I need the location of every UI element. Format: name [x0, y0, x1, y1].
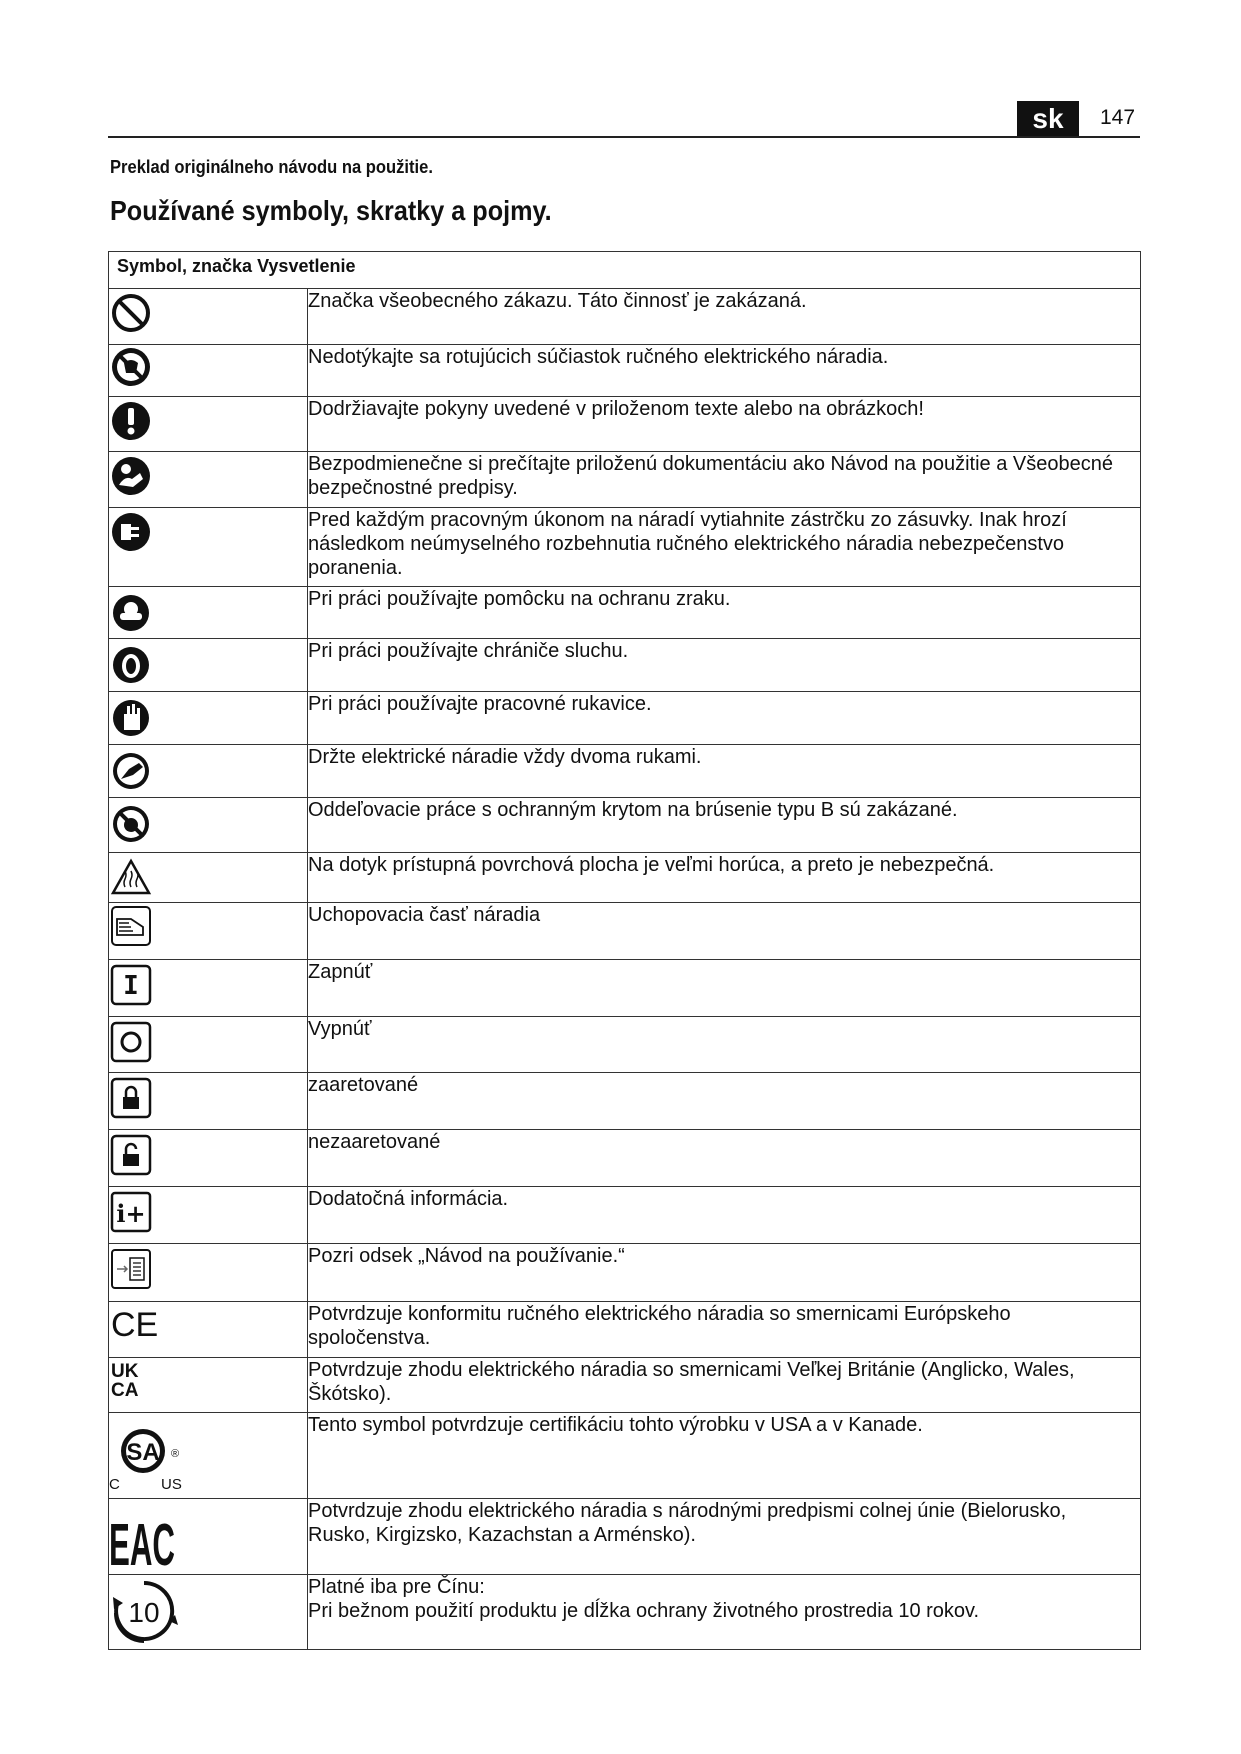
table-row [109, 692, 1141, 745]
row-text-line: Dodatočná informácia. [308, 1188, 509, 1210]
language-badge: sk [1017, 101, 1079, 137]
col-desc-header: Vysvetlenie [257, 256, 356, 276]
ca-glyph: CA [111, 1380, 139, 1401]
page-title: Používané symboly, skratky a pojmy. [110, 195, 552, 226]
col-symbol-header: Symbol, značka [117, 256, 253, 276]
ce-mark-icon [109, 1302, 307, 1346]
row-text-line: následkom neúmyselného rozbehnutia ručného elektrického náradia nebezpečenstvo [308, 533, 1065, 555]
grip-area-icon [109, 903, 307, 947]
uk-glyph: UK [111, 1361, 139, 1382]
table-row [109, 639, 1141, 692]
csa-registered-glyph: ® [171, 1448, 180, 1460]
row-text-line: Uchopovacia časť náradia [308, 904, 541, 926]
eye-protection-icon [109, 587, 307, 631]
row-text-line: Škótsko). [308, 1383, 392, 1405]
row-text-line: Potvrdzuje konformitu ručného elektrického náradia so smernicami Európskeho [308, 1303, 1011, 1325]
row-text-line: Dodržiavajte pokyny uvedené v priloženom texte alebo na obrázkoch! [308, 398, 924, 420]
row-text-line: Rusko, Kirgizsko, Kazachstan a Arménsko). [308, 1524, 696, 1546]
row-text-line: Pozri odsek „Návod na používanie.“ [308, 1245, 625, 1267]
mandatory-exclamation-icon [109, 397, 307, 441]
row-text-line: Na dotyk prístupná povrchová plocha je veľmi horúca, a preto je nebezpečná. [308, 854, 995, 876]
unplug-icon [109, 508, 307, 552]
row-text-line: spoločenstva. [308, 1327, 431, 1349]
locked-icon [109, 1073, 307, 1117]
table-row [109, 1244, 1141, 1302]
no-touch-rotating-icon [109, 345, 307, 389]
ce-glyph: CE [111, 1306, 159, 1344]
read-manual-icon [109, 452, 307, 496]
document-subtitle: Preklad originálneho návodu na použitie. [110, 157, 433, 177]
table-row [109, 798, 1141, 853]
ear-protection-icon [109, 639, 307, 683]
info-glyph: i+ [116, 1199, 146, 1228]
gloves-icon [109, 692, 307, 736]
table-row [109, 903, 1141, 960]
row-text-line: Držte elektrické náradie vždy dvoma rukami. [308, 746, 702, 768]
epup-glyph: 10 [128, 1597, 160, 1628]
table-row [109, 1413, 1141, 1499]
row-text-line: Zapnúť [308, 961, 373, 983]
table-row [109, 587, 1141, 639]
row-text-line: Pri práci používajte pomôcku na ochranu zraku. [308, 588, 731, 610]
power-off-icon [109, 1017, 307, 1061]
table-row [109, 452, 1141, 508]
row-text-line: Bezpodmienečne si prečítajte priloženú dokumentáciu ako Návod na použitie a Všeobecné [308, 453, 1113, 475]
table-header-row [109, 252, 1141, 289]
row-text-line: bezpečnostné predpisy. [308, 477, 518, 499]
table-row [109, 508, 1141, 587]
row-text-line: Platné iba pre Čínu: [308, 1576, 485, 1598]
csa-mark-icon [109, 1413, 307, 1493]
eac-glyph: EAC [109, 1512, 175, 1579]
row-text-line: Pri práci používajte pracovné rukavice. [308, 693, 652, 715]
table-row [109, 1130, 1141, 1187]
row-text-line: Tento symbol potvrdzuje certifikáciu tohto výrobku v USA a v Kanade. [308, 1414, 923, 1436]
row-text-line: Potvrdzuje zhodu elektrického náradia s národnými predpismi colnej únie (Bielorusko, [308, 1500, 1067, 1522]
row-text-line: Pri práci používajte chrániče sluchu. [308, 640, 629, 662]
two-hands-icon [109, 745, 307, 789]
row-text-line: Vypnúť [308, 1018, 372, 1040]
csa-c-glyph: C [109, 1476, 120, 1493]
table-row [109, 1358, 1141, 1413]
csa-glyph: SA [126, 1439, 160, 1466]
row-text-line: zaaretované [308, 1074, 419, 1096]
row-text-line: poranenia. [308, 557, 403, 579]
hot-surface-icon [109, 853, 307, 897]
prohibition-icon [109, 289, 307, 333]
table-row [109, 345, 1141, 397]
epup-10-icon [109, 1575, 307, 1645]
row-text-line: Pred každým pracovným úkonom na náradí vytiahnite zástrčku zo zásuvky. Inak hrozí [308, 509, 1067, 531]
table-row [109, 397, 1141, 452]
table-row [109, 1017, 1141, 1073]
unlocked-icon [109, 1130, 307, 1174]
power-on-glyph: I [123, 971, 139, 1001]
table-row [109, 1575, 1141, 1650]
page-number: 147 [1100, 106, 1136, 129]
row-text-line: Značka všeobecného zákazu. Táto činnosť je zakázaná. [308, 290, 807, 312]
table-row [109, 745, 1141, 798]
see-manual-icon [109, 1244, 307, 1288]
row-text-line: Pri bežnom použití produktu je dĺžka ochrany životného prostredia 10 rokov. [308, 1600, 980, 1622]
row-text-line: Oddeľovacie práce s ochranným krytom na brúsenie typu B sú zakázané. [308, 799, 958, 821]
table-row [109, 1302, 1141, 1358]
symbols-table [108, 251, 1141, 1650]
ukca-mark-icon [109, 1358, 307, 1402]
power-on-icon [109, 960, 307, 1004]
info-plus-icon [109, 1187, 307, 1231]
header-divider [108, 136, 1140, 138]
table-header [109, 252, 1141, 289]
eac-mark-icon [109, 1499, 307, 1579]
no-cutting-guard-icon [109, 798, 307, 842]
table-row [109, 1499, 1141, 1575]
table-row [109, 853, 1141, 903]
row-text-line: nezaaretované [308, 1131, 441, 1153]
row-text-line: Nedotýkajte sa rotujúcich súčiastok ručného elektrického náradia. [308, 346, 889, 368]
table-row [109, 289, 1141, 345]
table-row [109, 960, 1141, 1017]
table-row [109, 1073, 1141, 1130]
csa-us-glyph: US [161, 1476, 182, 1493]
table-row [109, 1187, 1141, 1244]
row-text-line: Potvrdzuje zhodu elektrického náradia so smernicami Veľkej Británie (Anglicko, Wales, [308, 1359, 1075, 1381]
